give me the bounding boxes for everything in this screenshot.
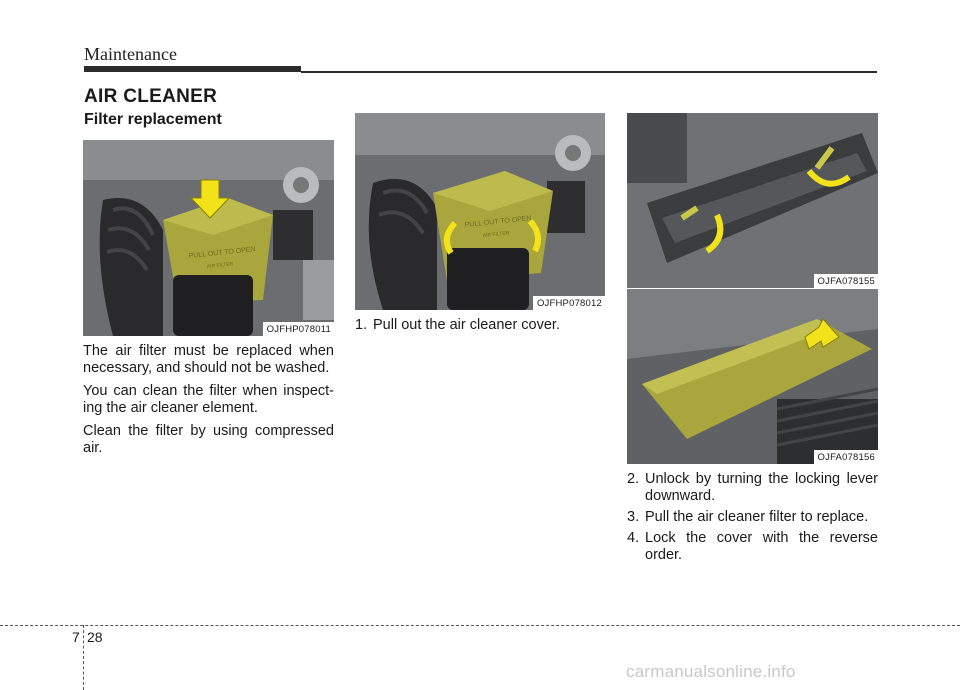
running-header: Maintenance — [84, 44, 177, 64]
page-number: 28 — [87, 629, 103, 645]
engine-photo-levers — [355, 113, 605, 310]
intro-paragraph: You can clean the filter when inspect-ing the air cleaner element. — [83, 383, 334, 416]
cover-text-1: PULL OUT TO OPEN — [464, 215, 532, 229]
step-list-1 — [355, 317, 605, 338]
footer-rule — [0, 625, 960, 626]
engine-photo-cover — [83, 140, 334, 336]
intro-paragraph: The air filter must be replaced when necessary, and should not be washed. — [83, 343, 334, 376]
watermark: carmanualsonline.info — [626, 662, 796, 681]
header-rule-thin — [301, 71, 877, 73]
step-item: 1. Pull out the air cleaner cover. — [355, 317, 560, 333]
step-item: 4. Lock the cover with the reverse order. — [627, 530, 878, 563]
image-code: OJFA078156 — [814, 450, 878, 464]
cover-text-2: AIR FILTER — [206, 261, 234, 270]
intro-text — [83, 343, 334, 463]
airbox-photo-lever — [627, 113, 878, 288]
subsection-title: Filter replacement — [84, 111, 222, 128]
cover-text-1: PULL OUT TO OPEN — [188, 246, 256, 260]
airbox-photo-filter — [627, 289, 878, 464]
chapter-number: 7 — [72, 629, 80, 645]
image-code: OJFHP078011 — [263, 322, 334, 336]
header-rule-thick — [84, 66, 301, 72]
cover-text-2: AIR FILTER — [482, 230, 510, 239]
section-title: AIR CLEANER — [84, 86, 218, 107]
intro-paragraph: Clean the filter by using compressed air. — [83, 423, 334, 456]
step-item: 3. Pull the air cleaner filter to replace. — [627, 509, 869, 525]
footer-divider — [83, 625, 84, 690]
image-code: OJFA078155 — [814, 274, 878, 288]
step-list-2 — [627, 471, 878, 568]
step-item: 2. Unlock by turning the locking lever downward. — [627, 471, 878, 504]
image-code: OJFHP078012 — [533, 296, 605, 310]
